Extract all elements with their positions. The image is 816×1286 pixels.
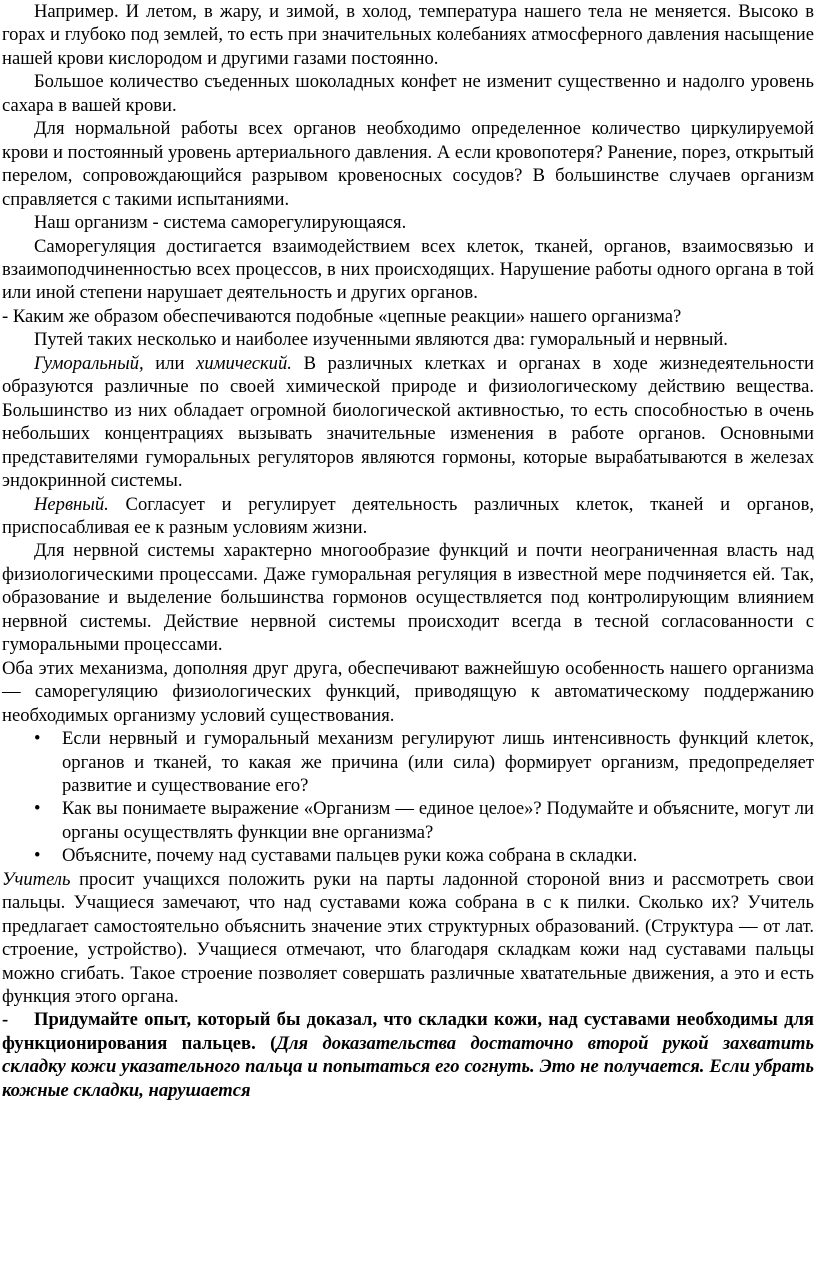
humoral-or: или — [143, 352, 197, 374]
paragraph-self-regulating: Наш организм - система саморегулирующаяся. — [34, 212, 407, 234]
paragraph-blood-loss: Для нормальной работы всех органов необходимо определенное количество циркулируемой крови и постоянный уровень артериального давления. А если кровопотеря? Ранение, порез, открытый перелом, сопровождающийся разрывом кровеносных сосудов? В большинстве случаев организм справляется с такими испытаниями. — [2, 118, 814, 210]
term-chemical: химический. — [196, 352, 292, 374]
dash-marker: - — [2, 1009, 9, 1031]
nervous-text: Согласует и регулирует деятельность различных клеток, тканей и органов, приспосабливая ее к разным условиям жизни. — [2, 493, 814, 538]
paragraph-two-ways: Путей таких несколько и наиболее изученными являются два: гуморальный и нервный. — [34, 329, 728, 351]
experiment-answer: Для доказательства достаточно второй рукой захватить складку кожи указательного пальца и попытаться его согнуть. Это не получается. Если убрать кожные складки, нарушается — [2, 1032, 815, 1101]
list-item — [34, 797, 814, 844]
question-text: Как вы понимаете выражение «Организм — единое целое»? Подумайте и объясните, могут ли органы осуществлять функции вне организма? — [62, 798, 814, 843]
paragraph-humoral — [2, 352, 814, 493]
term-nervous: Нервный. — [34, 493, 109, 515]
paragraph-both-mechanisms: Оба этих механизма, дополняя друг друга, обеспечивают важнейшую особенность нашего организма — саморегуляцию физиологических функций, приводящую к автоматическому поддержанию необходимых организму условий существования. — [2, 657, 814, 726]
list-item — [34, 844, 814, 867]
term-humoral: Гуморальный, — [34, 352, 144, 374]
questions-list — [2, 727, 814, 868]
humoral-text: В различных клетках и органах в ходе жизнедеятельности образуются различные по своей химической природе и физиологическому действию вещества. Большинство из них обладает огромной биологической активностью, то есть способностью в очень небольших концентрациях вызывать значительные изменения в работе органов. Основными представителями гуморальных регуляторов являются гормоны, которые вырабатываются в железах эндокринной системы. — [2, 352, 814, 492]
paragraph-nervous-system: Для нервной системы характерно многообразие функций и почти неограниченная власть над физиологическими процессами. Даже гуморальная регуляция в известной мере подчиняется ей. Так, образование и выделение большинства гормонов осуществляется под контролирующим влиянием нервной системы. Действие нервной системы происходит всегда в тесной согласованности с гуморальными процессами. — [2, 540, 814, 656]
paragraph-self-regulation: Саморегуляция достигается взаимодействием всех клеток, тканей, органов, взаимосвязью и взаимоподчиненностью всех процессов, в них происходящих. Нарушение работы одного органа в той или иной степени нарушает деятельность и других органов. — [2, 235, 814, 304]
paragraph-question-chain: - Каким же образом обеспечиваются подобные «цепные реакции» нашего организма? — [2, 305, 682, 327]
bullet-icon: • — [34, 798, 41, 820]
teacher-text: просит учащихся положить руки на парты ладонной стороной вниз и рассмотреть свои пальцы. Учащиеся замечают, что над суставами кожа собрана в с к пилки. Сколько их? Учитель предлагает самостоятельно объяснить значение этих структурных образований. (Структура — от лат. строение, устройство). Учащиеся отмечают, что благодаря складкам кожи над суставами пальцы можно сгибать. Такое строение позволяет совершать различные хватательные движения, а это и есть функция этого органа. — [2, 868, 814, 1008]
paragraph-teacher — [2, 868, 814, 1009]
question-text: Если нервный и гуморальный механизм регулируют лишь интенсивность функций клеток, органов и тканей, то какая же причина (или сила) формирует организм, предопределяет развитие и существование его? — [62, 728, 814, 796]
paragraph-sugar: Большое количество съеденных шоколадных конфет не изменит существенно и надолго уровень сахара в вашей крови. — [2, 71, 814, 116]
question-text: Объясните, почему над суставами пальцев руки кожа собрана в складки. — [62, 845, 638, 867]
term-teacher: Учитель — [2, 868, 71, 890]
bullet-icon: • — [34, 728, 41, 750]
paragraph-nervous — [2, 493, 814, 540]
bullet-icon: • — [34, 845, 41, 867]
list-item — [34, 727, 814, 797]
experiment-task: Придумайте опыт, который бы доказал, что складки кожи, над суставами необходимы для функционирования пальцев. ( — [2, 1009, 814, 1054]
paragraph-experiment — [2, 1008, 814, 1102]
paragraph-temperature: Например. И летом, в жару, и зимой, в холод, температура нашего тела не меняется. Высоко в горах и глубоко под землей, то есть при значительных колебаниях атмосферного давления насыщение нашей крови кислородом и другими газами постоянно. — [2, 1, 814, 69]
